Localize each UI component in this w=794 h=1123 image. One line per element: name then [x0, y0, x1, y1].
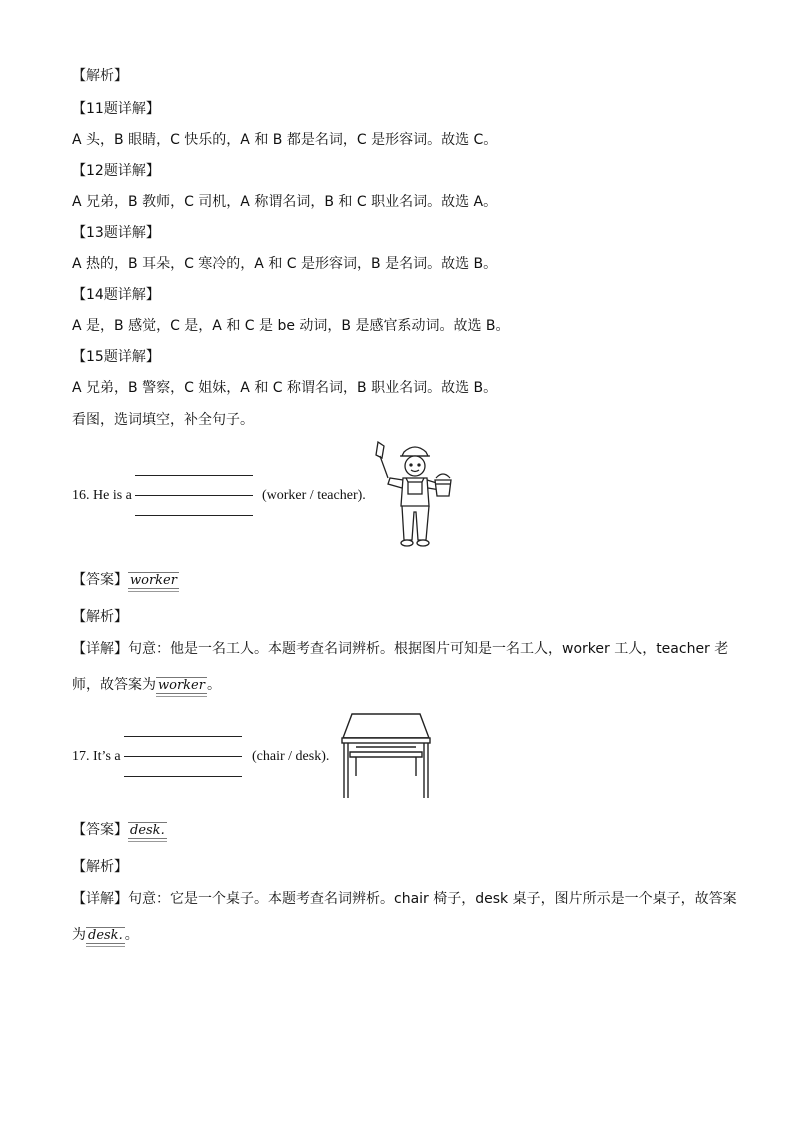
q16-detail-prefix: 师，故答案为: [72, 677, 156, 693]
explanation-13-title: 【13题详解】: [72, 225, 160, 241]
desk-illustration: [336, 710, 436, 802]
q17-answer: [72, 821, 167, 839]
q16-prefix: 16. He is a: [72, 488, 132, 503]
q16-detail-answer: worker: [158, 677, 205, 693]
q17-analysis-label: 【解析】: [72, 859, 128, 875]
explanation-12-text: A 兄弟，B 教师，C 司机，A 称谓名词，B 和 C 职业名词。故选 A。: [72, 194, 498, 210]
q17-detail-line2: [72, 926, 139, 944]
section-instruction: 看图，选词填空，补全句子。: [72, 412, 254, 428]
explanation-12-title: 【12题详解】: [72, 163, 160, 179]
analysis-header: 【解析】: [72, 68, 128, 84]
q17-detail-prefix: 为: [72, 927, 86, 943]
explanation-13-text: A 热的，B 耳朵，C 寒冷的，A 和 C 是形容词，B 是名词。故选 B。: [72, 256, 498, 272]
q16-answer-handwritten: worker: [130, 572, 177, 588]
q16-answer: [72, 571, 179, 589]
explanation-14-title: 【14题详解】: [72, 287, 160, 303]
q17-detail-line1: 【详解】句意：它是一个桌子。本题考查名词辨析。chair 椅子，desk 桌子，图片所示是一个桌子，故答案: [72, 891, 737, 907]
worker-illustration: [368, 440, 456, 550]
q16-answer-label: 【答案】: [72, 572, 128, 588]
explanation-14-text: A 是，B 感觉，C 是，A 和 C 是 be 动词，B 是感官系动词。故选 B。: [72, 318, 510, 334]
explanation-11-title: 【11题详解】: [72, 101, 160, 117]
q16-detail-line2: [72, 676, 221, 694]
q16-analysis-label: 【解析】: [72, 609, 128, 625]
q16-detail-suffix: 。: [206, 677, 221, 693]
explanation-15-title: 【15题详解】: [72, 349, 160, 365]
explanation-11-text: A 头，B 眼睛，C 快乐的，A 和 B 都是名词，C 是形容词。故选 C。: [72, 132, 498, 148]
q17-detail-suffix: 。: [124, 927, 139, 943]
q17-answer-handwritten: desk.: [130, 822, 165, 838]
q17-options: (chair / desk).: [252, 749, 330, 764]
explanation-15-text: A 兄弟，B 警察，C 姐妹，A 和 C 称谓名词，B 职业名词。故选 B。: [72, 380, 498, 396]
q17-prefix: 17. It’s a: [72, 749, 121, 764]
q16-detail-line1: 【详解】句意：他是一名工人。本题考查名词辨析。根据图片可知是一名工人，worker 工人，teacher 老: [72, 641, 729, 657]
q17-answer-label: 【答案】: [72, 822, 128, 838]
q17-detail-answer: desk.: [88, 927, 123, 943]
q16-options: (worker / teacher).: [262, 488, 366, 503]
